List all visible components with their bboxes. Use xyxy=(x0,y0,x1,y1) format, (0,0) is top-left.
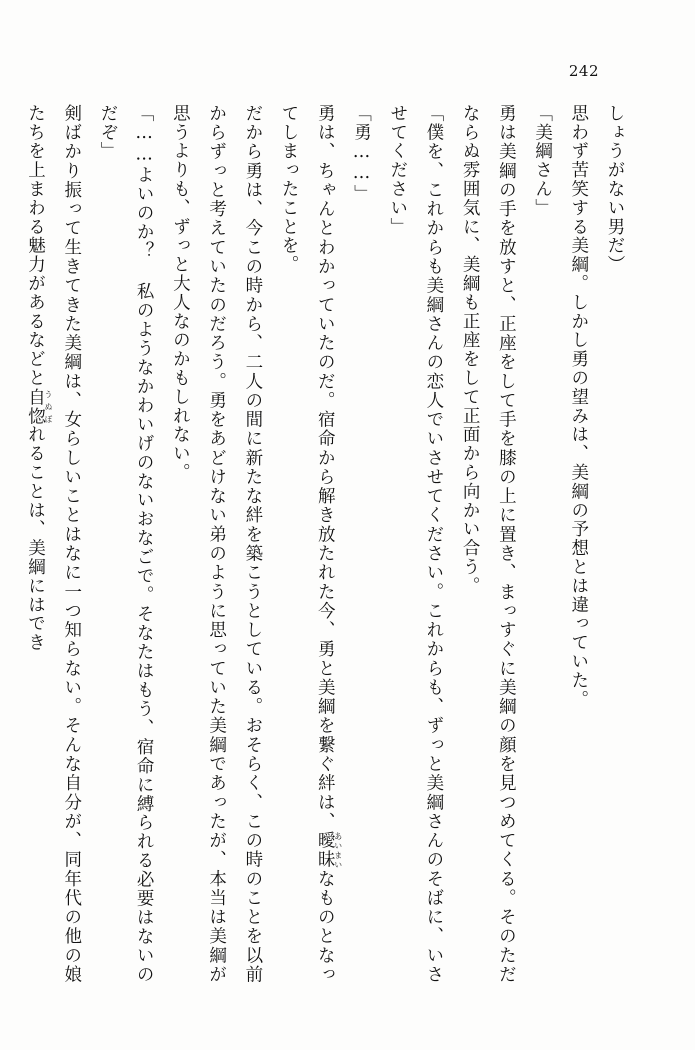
paragraph: しょうがない男だ） xyxy=(605,104,625,275)
page-number: 242 xyxy=(568,62,599,80)
paragraph: だから勇は、今この時から、二人の間に新たな絆を築こうとしている。おそらく、この時のことを以前からずっと考えていたのだろう。勇をあどけない弟のように思っていた美綱であったが、本当は美綱が思うよりも、ずっと大人なのかもしれない。 xyxy=(170,104,263,984)
paragraph: 「僕を、これからも美綱さんの恋人でいさせてください。これからも、ずっと美綱さんのそばに、いさせてください」 xyxy=(387,104,444,984)
paragraph: 思わず苦笑する美綱。しかし勇の望みは、美綱の予想とは違っていた。 xyxy=(568,104,589,709)
paragraph: 勇は、ちゃんとわかっていたのだ。宿命から解き放たれた今、勇と美綱を繋ぐ絆は、曖昧あいまいなものとなってしまったことを。 xyxy=(279,104,343,984)
paragraph: 剣ばかり振って生きてきた美綱は、女らしいことはなに一つ知らない。そんな自分が、同年代の他の娘たちを上まわる魅力があるなどと自惚うぬぼれることは、美綱にはでき xyxy=(25,104,82,984)
paragraph: 「……よいのか？ 私のようなかわいげのないおなごで。そなたはもう、宿命に縛られる必要はないのだぞ」 xyxy=(97,104,155,984)
paragraph: 「勇……」 xyxy=(351,104,372,204)
paragraph: 勇は美綱の手を放すと、正座をして手を膝の上に置き、まっすぐに美綱の顔を見つめてくる。そのただならぬ雰囲気に、美綱も正座をして正面から向かい合う。 xyxy=(460,104,517,984)
paragraph: 「美綱さん」 xyxy=(532,104,553,218)
body-text-block xyxy=(25,104,633,984)
